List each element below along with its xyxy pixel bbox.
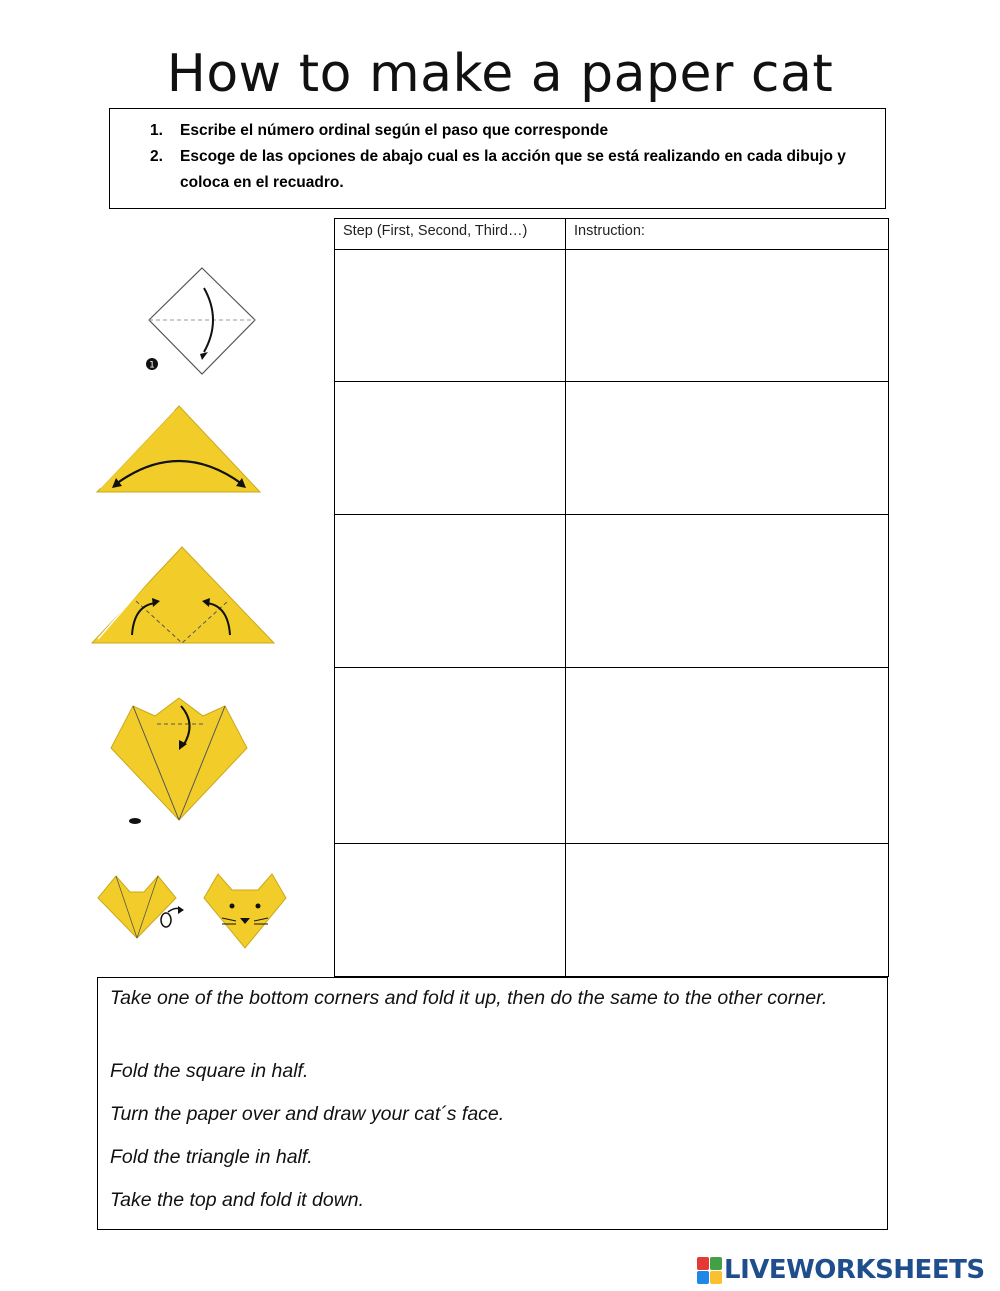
- option-text: Fold the square in half.: [110, 1060, 309, 1082]
- instruction-text: Escoge de las opciones de abajo cual es la acción que se está realizando en cada dibujo y coloca en el recuadro.: [180, 148, 846, 191]
- liveworksheets-brand[interactable]: [697, 1255, 985, 1285]
- fold-triangle-illustration: [94, 402, 264, 497]
- instruction-input-1[interactable]: [566, 250, 889, 382]
- step-marker-text: 1: [149, 360, 155, 371]
- header-instruction: Instruction:: [566, 219, 889, 250]
- brand-text: LIVEWORKSHEETS: [724, 1255, 985, 1285]
- steps-table: [334, 218, 889, 977]
- instruction-input-3[interactable]: [566, 515, 889, 668]
- cat-face-illustration: [94, 868, 300, 952]
- fold-corners-illustration: [90, 543, 278, 648]
- option-text: Fold the triangle in half.: [110, 1146, 313, 1168]
- instruction-input-4[interactable]: [566, 668, 889, 844]
- instruction-number: 1.: [150, 122, 163, 139]
- instruction-item: [150, 144, 850, 196]
- header-step: Step (First, Second, Third…): [335, 219, 566, 250]
- fold-square-illustration: [140, 262, 265, 382]
- step-input-5[interactable]: [335, 844, 566, 977]
- instructions-box: [109, 108, 886, 209]
- instruction-input-5[interactable]: [566, 844, 889, 977]
- instruction-number: 2.: [150, 148, 163, 165]
- option-text: Take one of the bottom corners and fold it up, then do the same to the other corner.: [110, 987, 828, 1009]
- step-input-3[interactable]: [335, 515, 566, 668]
- instruction-input-2[interactable]: [566, 382, 889, 515]
- liveworksheets-logo-icon: [697, 1257, 721, 1283]
- option-text: Turn the paper over and draw your cat´s face.: [110, 1103, 505, 1125]
- fold-top-down-illustration: [107, 694, 255, 826]
- instruction-text: Escribe el número ordinal según el paso que corresponde: [180, 122, 609, 139]
- turn-over-icon: [161, 913, 171, 927]
- step-input-1[interactable]: [335, 250, 566, 382]
- option-text: Take the top and fold it down.: [110, 1189, 365, 1211]
- options-box: [97, 977, 888, 1230]
- step-input-2[interactable]: [335, 382, 566, 515]
- page-title: How to make a paper cat: [166, 44, 834, 104]
- instruction-item: [150, 118, 850, 144]
- step-input-4[interactable]: [335, 668, 566, 844]
